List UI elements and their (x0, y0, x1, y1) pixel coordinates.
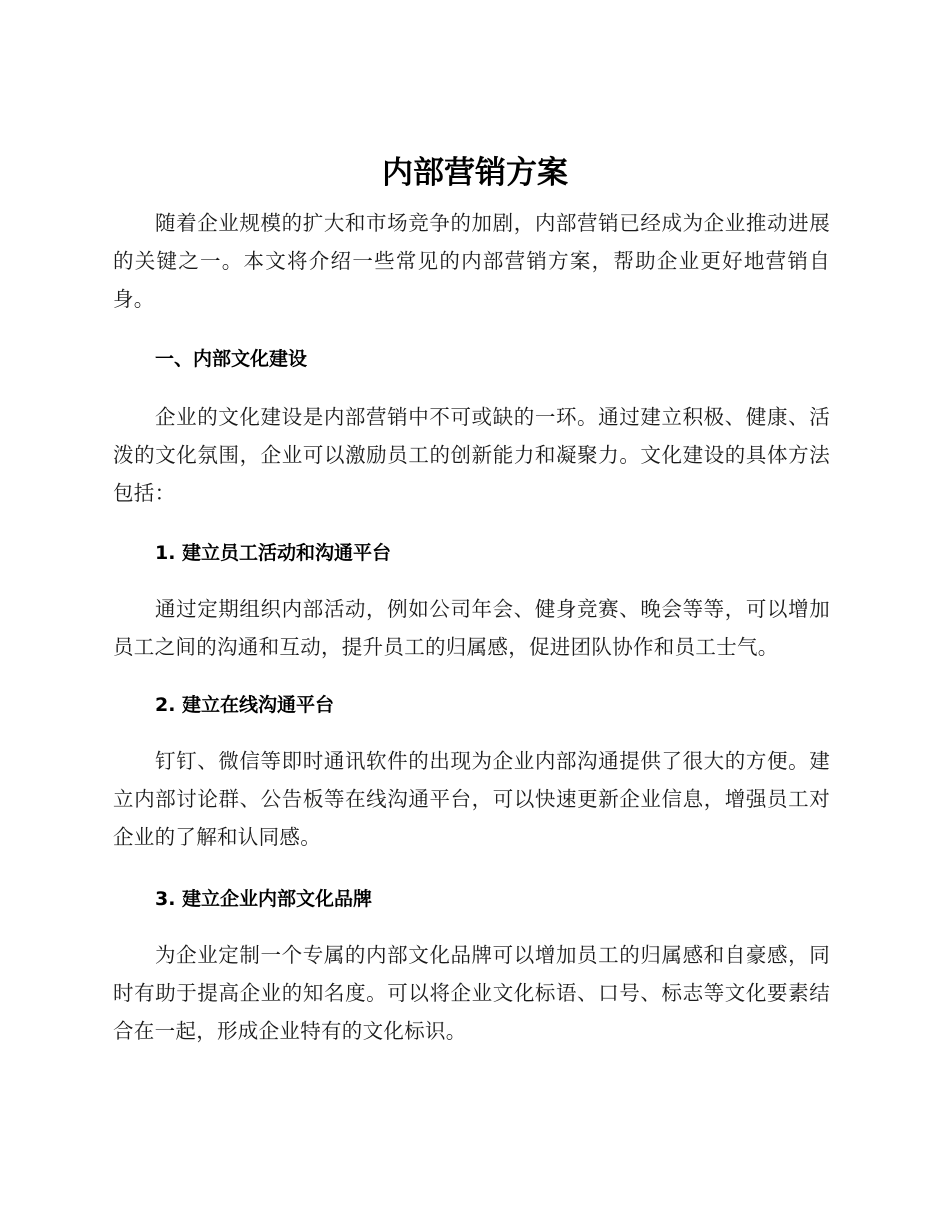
section-heading-culture: 一、内部文化建设 (155, 348, 308, 370)
paragraph-employee-activities: 通过定期组织内部活动，例如公司年会、健身竞赛、晚会等等，可以增加员工之间的沟通和互动，提升员工的归属感，促进团队协作和员工士气。 (113, 597, 830, 659)
subheading-online-communication: 2. 建立在线沟通平台 (155, 694, 335, 716)
subheading-employee-activities: 1. 建立员工活动和沟通平台 (155, 542, 392, 564)
subheading-culture-brand: 3. 建立企业内部文化品牌 (155, 888, 373, 910)
section-culture-paragraph: 企业的文化建设是内部营销中不可或缺的一环。通过建立积极、健康、活泼的文化氛围，企业可以激励员工的创新能力和凝聚力。文化建设的具体方法包括： (113, 405, 830, 505)
paragraph-culture-brand: 为企业定制一个专属的内部文化品牌可以增加员工的归属感和自豪感，同时有助于提高企业的知名度。可以将企业文化标语、口号、标志等文化要素结合在一起，形成企业特有的文化标识。 (113, 943, 830, 1043)
intro-paragraph: 随着企业规模的扩大和市场竞争的加剧，内部营销已经成为企业推动进展的关键之一。本文将介绍一些常见的内部营销方案，帮助企业更好地营销自身。 (113, 211, 830, 311)
paragraph-online-communication: 钉钉、微信等即时通讯软件的出现为企业内部沟通提供了很大的方便。建立内部讨论群、公告板等在线沟通平台，可以快速更新企业信息，增强员工对企业的了解和认同感。 (113, 749, 830, 849)
document-title: 内部营销方案 (382, 155, 568, 191)
